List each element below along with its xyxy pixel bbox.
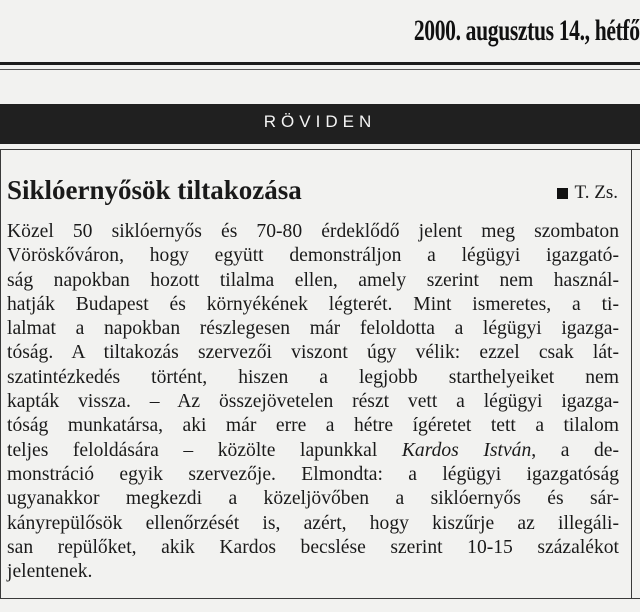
article-line-tail: , a de- [531, 439, 619, 461]
article-headline: Siklóernyősök tiltakozása [7, 175, 302, 205]
article-byline [557, 182, 618, 204]
article-line: szatintézkedés történt, hiszen a legjobb starthelyeiket nem [7, 366, 619, 388]
article-frame-bottom [0, 598, 640, 599]
article-line: tóság munkatársa, aki már erre a hétre ígéretet tett a tilalom [7, 415, 619, 437]
byline-square-icon [557, 188, 568, 199]
article-line: kapták vissza. – Az összejövetelen részt vett a légügyi igazga- [7, 391, 619, 413]
article-line: san repülőket, akik Kardos becslése szerint 10-15 százalékot [7, 536, 619, 558]
article-line: tóság. A tiltakozás szervezői viszont úgy vélik: ezzel csak lát- [7, 342, 619, 364]
date-header: 2000. augusztus 14., hétfő [414, 14, 640, 47]
article-line: hatják Budapest és környékének légterét. Mint ismeretes, a ti- [7, 293, 619, 315]
article-line: Közel 50 siklóernyős és 70-80 érdeklődő jelent meg szombaton [7, 221, 619, 242]
article-line: kányrepülősök ellenőrzését is, azért, hogy kiszűrje az illegáli- [7, 512, 619, 534]
article-line: jelentenek. [7, 561, 93, 583]
article-frame-top [0, 149, 640, 150]
article-line-with-name [7, 439, 619, 463]
top-rule-thin [0, 69, 640, 70]
article-body [7, 220, 619, 584]
article-line: ság napokban hozott tilalma ellen, amely szerint nem használ- [7, 269, 619, 291]
article-frame-right [631, 149, 632, 599]
byline-author: T. Zs. [574, 182, 618, 203]
article-line: lalmat a napokban részlegesen már feloldotta a légügyi igazga- [7, 318, 619, 340]
article-line: Vöröskőváron, hogy együtt demonstráljon a légügyi igazgató- [7, 245, 619, 267]
article-line-text: teljes feloldására – közölte lapunkkal [7, 439, 378, 461]
article-line: ugyanakkor megkezdi a közeljövőben a siklóernyős és sár- [7, 488, 619, 510]
section-label: RÖVIDEN [263, 112, 377, 131]
article-frame-left [0, 149, 1, 599]
article-line: monstráció egyik szervezője. Elmondta: a légügyi igazgatóság [7, 463, 619, 485]
top-rule [0, 62, 640, 65]
person-name: Kardos István [401, 439, 532, 461]
